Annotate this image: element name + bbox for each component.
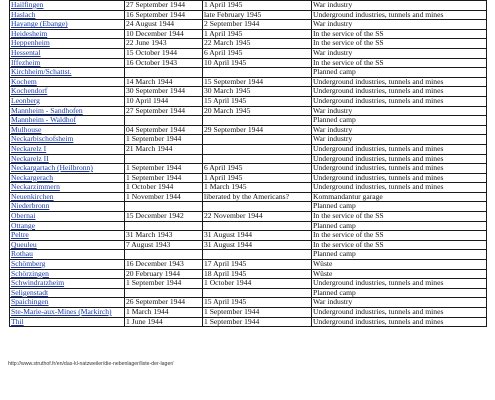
purpose-cell: Planned camp xyxy=(312,221,487,231)
table-row xyxy=(10,317,487,327)
camp-name-link[interactable]: Schörzingen xyxy=(10,269,125,279)
table-row xyxy=(10,183,487,193)
purpose-cell: Underground industries, tunnels and mines xyxy=(312,173,487,183)
camp-name-link[interactable]: Peltre xyxy=(10,231,125,241)
table-row xyxy=(10,279,487,289)
purpose-cell: War industry xyxy=(312,48,487,58)
camp-name-link[interactable]: Mannheim - Sandhofen xyxy=(10,106,125,116)
end-date-cell: 1 March 1945 xyxy=(203,183,312,193)
table-row xyxy=(10,58,487,68)
start-date-cell: 27 September 1944 xyxy=(125,106,203,116)
camp-name-link[interactable]: Kirchheim/Schattst. xyxy=(10,68,125,78)
end-date-cell: 1 April 1945 xyxy=(203,1,312,11)
purpose-cell: Underground industries, tunnels and mines xyxy=(312,77,487,87)
end-date-cell: 22 March 1945 xyxy=(203,39,312,49)
table-row xyxy=(10,250,487,260)
purpose-cell: Wüste xyxy=(312,269,487,279)
end-date-cell: late February 1945 xyxy=(203,10,312,20)
purpose-cell: Planned camp xyxy=(312,202,487,212)
purpose-cell: Underground industries, tunnels and mines xyxy=(312,279,487,289)
camp-name-link[interactable]: Neckarelz II xyxy=(10,154,125,164)
start-date-cell: 30 September 1944 xyxy=(125,87,203,97)
purpose-cell: Underground industries, tunnels and mines xyxy=(312,317,487,327)
camp-name-link[interactable]: Ottange xyxy=(10,221,125,231)
table-row xyxy=(10,221,487,231)
camp-name-link[interactable]: Hailfingen xyxy=(10,1,125,11)
source-url: http://www.struthof.fr/en/das-kl-natzweiler/die-nebenlager/liste-der-lager/ xyxy=(8,361,174,367)
table-row xyxy=(10,240,487,250)
end-date-cell xyxy=(203,135,312,145)
start-date-cell: 22 June 1943 xyxy=(125,39,203,49)
start-date-cell: 21 March 1944 xyxy=(125,144,203,154)
purpose-cell: In the service of the SS xyxy=(312,29,487,39)
end-date-cell: 17 April 1945 xyxy=(203,260,312,270)
start-date-cell: 04 September 1944 xyxy=(125,125,203,135)
end-date-cell: 20 March 1945 xyxy=(203,106,312,116)
end-date-cell: 29 September 1944 xyxy=(203,125,312,135)
start-date-cell xyxy=(125,250,203,260)
camp-name-link[interactable]: Mulhouse xyxy=(10,125,125,135)
end-date-cell: 1 September 1944 xyxy=(203,308,312,318)
camp-name-link[interactable]: Neckarbischofsheim xyxy=(10,135,125,145)
end-date-cell: liberated by the Americans? xyxy=(203,192,312,202)
start-date-cell xyxy=(125,221,203,231)
end-date-cell: 31 August 1944 xyxy=(203,240,312,250)
camp-name-link[interactable]: Rothau xyxy=(10,250,125,260)
purpose-cell: Underground industries, tunnels and mines xyxy=(312,87,487,97)
camp-name-link[interactable]: Spaichingen xyxy=(10,298,125,308)
end-date-cell: 30 March 1945 xyxy=(203,87,312,97)
purpose-cell: War industry xyxy=(312,1,487,11)
end-date-cell xyxy=(203,221,312,231)
start-date-cell: 16 December 1943 xyxy=(125,260,203,270)
camp-name-link[interactable]: Thil xyxy=(10,317,125,327)
camp-name-link[interactable]: Neuenkirchen xyxy=(10,192,125,202)
start-date-cell: 15 December 1942 xyxy=(125,212,203,222)
end-date-cell xyxy=(203,68,312,78)
camp-name-link[interactable]: Ste-Marie-aux-Mines (Markirch) xyxy=(10,308,125,318)
camp-name-link[interactable]: Obernai xyxy=(10,212,125,222)
camps-table xyxy=(9,0,487,327)
start-date-cell: 1 September 1944 xyxy=(125,173,203,183)
table-row xyxy=(10,96,487,106)
end-date-cell xyxy=(203,154,312,164)
table-row xyxy=(10,106,487,116)
camp-name-link[interactable]: Neckargartach (Heilbronn) xyxy=(10,164,125,174)
table-row xyxy=(10,202,487,212)
table-row xyxy=(10,39,487,49)
table-row xyxy=(10,212,487,222)
purpose-cell: Planned camp xyxy=(312,68,487,78)
end-date-cell: 15 April 1945 xyxy=(203,96,312,106)
end-date-cell: 1 April 1945 xyxy=(203,173,312,183)
end-date-cell xyxy=(203,144,312,154)
camp-name-link[interactable]: Iffezheim xyxy=(10,58,125,68)
purpose-cell: War industry xyxy=(312,125,487,135)
start-date-cell: 1 September 1944 xyxy=(125,164,203,174)
end-date-cell: 15 September 1944 xyxy=(203,77,312,87)
end-date-cell: 22 November 1944 xyxy=(203,212,312,222)
start-date-cell xyxy=(125,68,203,78)
camp-name-link[interactable]: Heidesheim xyxy=(10,29,125,39)
start-date-cell: 14 March 1944 xyxy=(125,77,203,87)
camp-name-link[interactable]: Hessental xyxy=(10,48,125,58)
start-date-cell xyxy=(125,154,203,164)
end-date-cell xyxy=(203,116,312,126)
table-row xyxy=(10,135,487,145)
purpose-cell: War industry xyxy=(312,135,487,145)
camp-name-link[interactable]: Seligenstadt xyxy=(10,288,125,298)
table-row xyxy=(10,173,487,183)
end-date-cell: 6 April 1945 xyxy=(203,48,312,58)
purpose-cell: In the service of the SS xyxy=(312,58,487,68)
start-date-cell: 7 August 1943 xyxy=(125,240,203,250)
camp-name-link[interactable]: Queuleu xyxy=(10,240,125,250)
start-date-cell: 20 February 1944 xyxy=(125,269,203,279)
table-row xyxy=(10,77,487,87)
end-date-cell xyxy=(203,202,312,212)
table-row xyxy=(10,87,487,97)
start-date-cell: 10 April 1944 xyxy=(125,96,203,106)
start-date-cell: 1 September 1944 xyxy=(125,135,203,145)
table-row xyxy=(10,164,487,174)
start-date-cell xyxy=(125,116,203,126)
end-date-cell: 18 April 1945 xyxy=(203,269,312,279)
start-date-cell xyxy=(125,202,203,212)
start-date-cell: 16 October 1943 xyxy=(125,58,203,68)
start-date-cell xyxy=(125,288,203,298)
purpose-cell: Planned camp xyxy=(312,116,487,126)
purpose-cell: Underground industries, tunnels and mines xyxy=(312,10,487,20)
table-row xyxy=(10,29,487,39)
end-date-cell: 1 April 1945 xyxy=(203,29,312,39)
table-row xyxy=(10,288,487,298)
start-date-cell: 26 September 1944 xyxy=(125,298,203,308)
table-row xyxy=(10,116,487,126)
table-row xyxy=(10,10,487,20)
purpose-cell: Underground industries, tunnels and mines xyxy=(312,308,487,318)
camp-name-link[interactable]: Schömberg xyxy=(10,260,125,270)
camp-name-link[interactable]: Leonberg xyxy=(10,96,125,106)
end-date-cell: 2 September 1944 xyxy=(203,20,312,30)
end-date-cell: 15 April 1945 xyxy=(203,298,312,308)
purpose-cell: Underground industries, tunnels and mines xyxy=(312,96,487,106)
purpose-cell: In the service of the SS xyxy=(312,240,487,250)
purpose-cell: Underground industries, tunnels and mines xyxy=(312,144,487,154)
start-date-cell: 1 November 1944 xyxy=(125,192,203,202)
start-date-cell: 27 September 1944 xyxy=(125,1,203,11)
start-date-cell: 24 August 1944 xyxy=(125,20,203,30)
start-date-cell: 1 September 1944 xyxy=(125,279,203,289)
table-row xyxy=(10,125,487,135)
camp-name-link[interactable]: Neckarelz I xyxy=(10,144,125,154)
purpose-cell: Kommandantur garage xyxy=(312,192,487,202)
start-date-cell: 10 December 1944 xyxy=(125,29,203,39)
end-date-cell: 1 September 1944 xyxy=(203,317,312,327)
table-row xyxy=(10,144,487,154)
purpose-cell: War industry xyxy=(312,20,487,30)
table-row xyxy=(10,1,487,11)
table-row xyxy=(10,154,487,164)
camp-name-link[interactable]: Neckargerach xyxy=(10,173,125,183)
table-row xyxy=(10,308,487,318)
table-row xyxy=(10,192,487,202)
purpose-cell: In the service of the SS xyxy=(312,39,487,49)
table-row xyxy=(10,68,487,78)
end-date-cell: 31 August 1944 xyxy=(203,231,312,241)
start-date-cell: 1 October 1944 xyxy=(125,183,203,193)
end-date-cell xyxy=(203,288,312,298)
start-date-cell: 1 June 1944 xyxy=(125,317,203,327)
end-date-cell xyxy=(203,250,312,260)
camp-name-link[interactable]: Hayange (Ebange) xyxy=(10,20,125,30)
end-date-cell: 1 October 1944 xyxy=(203,279,312,289)
purpose-cell: War industry xyxy=(312,298,487,308)
table-row xyxy=(10,20,487,30)
purpose-cell: Underground industries, tunnels and mines xyxy=(312,154,487,164)
camp-name-link[interactable]: Kochem xyxy=(10,77,125,87)
purpose-cell: Underground industries, tunnels and mines xyxy=(312,164,487,174)
purpose-cell: In the service of the SS xyxy=(312,231,487,241)
table-row xyxy=(10,298,487,308)
camp-name-link[interactable]: Niederbronn xyxy=(10,202,125,212)
purpose-cell: Planned camp xyxy=(312,250,487,260)
camp-name-link[interactable]: Haslach xyxy=(10,10,125,20)
start-date-cell: 31 March 1943 xyxy=(125,231,203,241)
purpose-cell: Planned camp xyxy=(312,288,487,298)
start-date-cell: 16 September 1944 xyxy=(125,10,203,20)
table-row xyxy=(10,231,487,241)
purpose-cell: Wüste xyxy=(312,260,487,270)
camp-name-link[interactable]: Mannheim - Waldhof xyxy=(10,116,125,126)
purpose-cell: Underground industries, tunnels and mines xyxy=(312,183,487,193)
start-date-cell: 15 October 1944 xyxy=(125,48,203,58)
table-row xyxy=(10,48,487,58)
camp-name-link[interactable]: Heppenheim xyxy=(10,39,125,49)
end-date-cell: 10 April 1945 xyxy=(203,58,312,68)
camp-name-link[interactable]: Schwindratzheim xyxy=(10,279,125,289)
end-date-cell: 6 April 1945 xyxy=(203,164,312,174)
camp-name-link[interactable]: Neckarzimmern xyxy=(10,183,125,193)
table-row xyxy=(10,260,487,270)
camps-table-body xyxy=(10,1,487,327)
table-row xyxy=(10,269,487,279)
purpose-cell: War industry xyxy=(312,106,487,116)
start-date-cell: 1 March 1944 xyxy=(125,308,203,318)
purpose-cell: In the service of the SS xyxy=(312,212,487,222)
camp-name-link[interactable]: Kochendorf xyxy=(10,87,125,97)
